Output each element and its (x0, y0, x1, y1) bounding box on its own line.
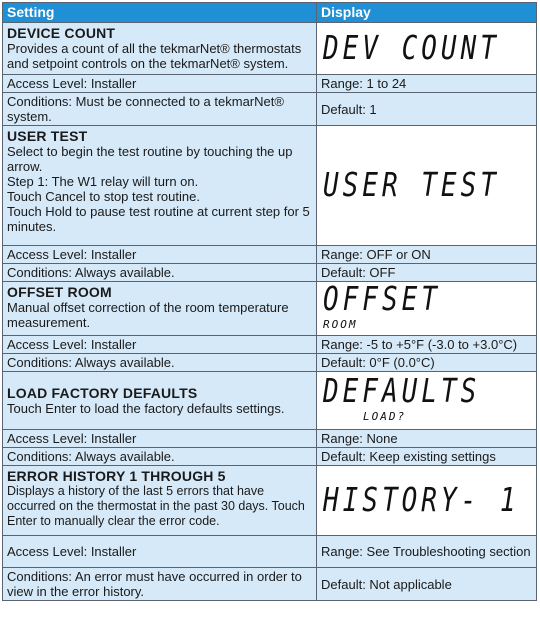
access-level: Access Level: Installer (3, 430, 317, 448)
setting-title: OFFSET ROOM (7, 284, 112, 300)
conditions-row (3, 354, 537, 372)
setting-description-cell (3, 466, 317, 536)
access-row (3, 430, 537, 448)
lcd-display-text: HISTORY- 1 (323, 481, 520, 520)
access-row (3, 75, 537, 93)
settings-table (2, 2, 537, 601)
setting-row-error-history (3, 466, 537, 536)
setting-description: Select to begin the test routine by touching the up arrow. (7, 144, 293, 174)
lcd-display-cell (317, 372, 537, 430)
lcd-display-cell (317, 23, 537, 75)
setting-title: LOAD FACTORY DEFAULTS (7, 385, 198, 401)
lcd-display-text: DEV COUNT (323, 29, 500, 68)
range-value: Range: -5 to +5°F (-3.0 to +3.0°C) (317, 336, 537, 354)
lcd-display-text: OFFSET (323, 281, 441, 319)
range-value: Range: OFF or ON (317, 246, 537, 264)
range-value: Range: 1 to 24 (317, 75, 537, 93)
lcd-display-cell (317, 126, 537, 246)
lcd-display-subtext: LOAD? (363, 410, 407, 423)
setting-description-cell (3, 23, 317, 75)
setting-description-cell (3, 282, 317, 336)
conditions-row (3, 568, 537, 601)
default-value: Default: Keep existing settings (317, 448, 537, 466)
range-value: Range: See Troubleshooting section (317, 536, 537, 568)
conditions-row (3, 93, 537, 126)
access-level: Access Level: Installer (3, 536, 317, 568)
default-value: Default: OFF (317, 264, 537, 282)
conditions-text: Conditions: Always available. (3, 354, 317, 372)
conditions-row (3, 264, 537, 282)
access-row (3, 336, 537, 354)
setting-description-cell (3, 126, 317, 246)
setting-description-step: Step 1: The W1 relay will turn on. (7, 174, 199, 189)
default-value: Default: Not applicable (317, 568, 537, 601)
lcd-display-text: DEFAULTS (323, 373, 481, 411)
setting-title: USER TEST (7, 128, 88, 144)
access-level: Access Level: Installer (3, 336, 317, 354)
setting-title: ERROR HISTORY 1 THROUGH 5 (7, 468, 226, 484)
setting-row-load-factory-defaults (3, 372, 537, 430)
setting-description: Provides a count of all the tekmarNet® thermostats and setpoint controls on the tekmarNet® system. (7, 41, 302, 71)
access-level: Access Level: Installer (3, 246, 317, 264)
lcd-display-cell (317, 466, 537, 536)
lcd-display-cell (317, 282, 537, 336)
setting-row-offset-room (3, 282, 537, 336)
setting-row-user-test (3, 126, 537, 246)
conditions-text: Conditions: Always available. (3, 264, 317, 282)
setting-title: DEVICE COUNT (7, 25, 116, 41)
lcd-display-subtext: ROOM (323, 318, 358, 331)
setting-description-cancel: Touch Cancel to stop test routine. (7, 189, 200, 204)
setting-description: Displays a history of the last 5 errors that have occurred on the thermostat in the past 30 days. Touch Enter to manually clear the error code. (7, 484, 305, 528)
default-value: Default: 1 (317, 93, 537, 126)
access-row (3, 536, 537, 568)
display-column-header: Display (317, 3, 537, 23)
setting-row-device-count (3, 23, 537, 75)
conditions-text: Conditions: An error must have occurred in order to view in the error history. (3, 568, 317, 601)
access-row (3, 246, 537, 264)
setting-column-header: Setting (3, 3, 317, 23)
access-level: Access Level: Installer (3, 75, 317, 93)
setting-description: Touch Enter to load the factory defaults settings. (7, 401, 285, 416)
setting-description: Manual offset correction of the room temperature measurement. (7, 300, 289, 330)
default-value: Default: 0°F (0.0°C) (317, 354, 537, 372)
lcd-display-text: USER TEST (323, 166, 500, 205)
conditions-text: Conditions: Must be connected to a tekmarNet® system. (3, 93, 317, 126)
conditions-row (3, 448, 537, 466)
range-value: Range: None (317, 430, 537, 448)
setting-description-cell (3, 372, 317, 430)
header-row (3, 3, 537, 23)
conditions-text: Conditions: Always available. (3, 448, 317, 466)
setting-description-hold: Touch Hold to pause test routine at current step for 5 minutes. (7, 204, 310, 234)
